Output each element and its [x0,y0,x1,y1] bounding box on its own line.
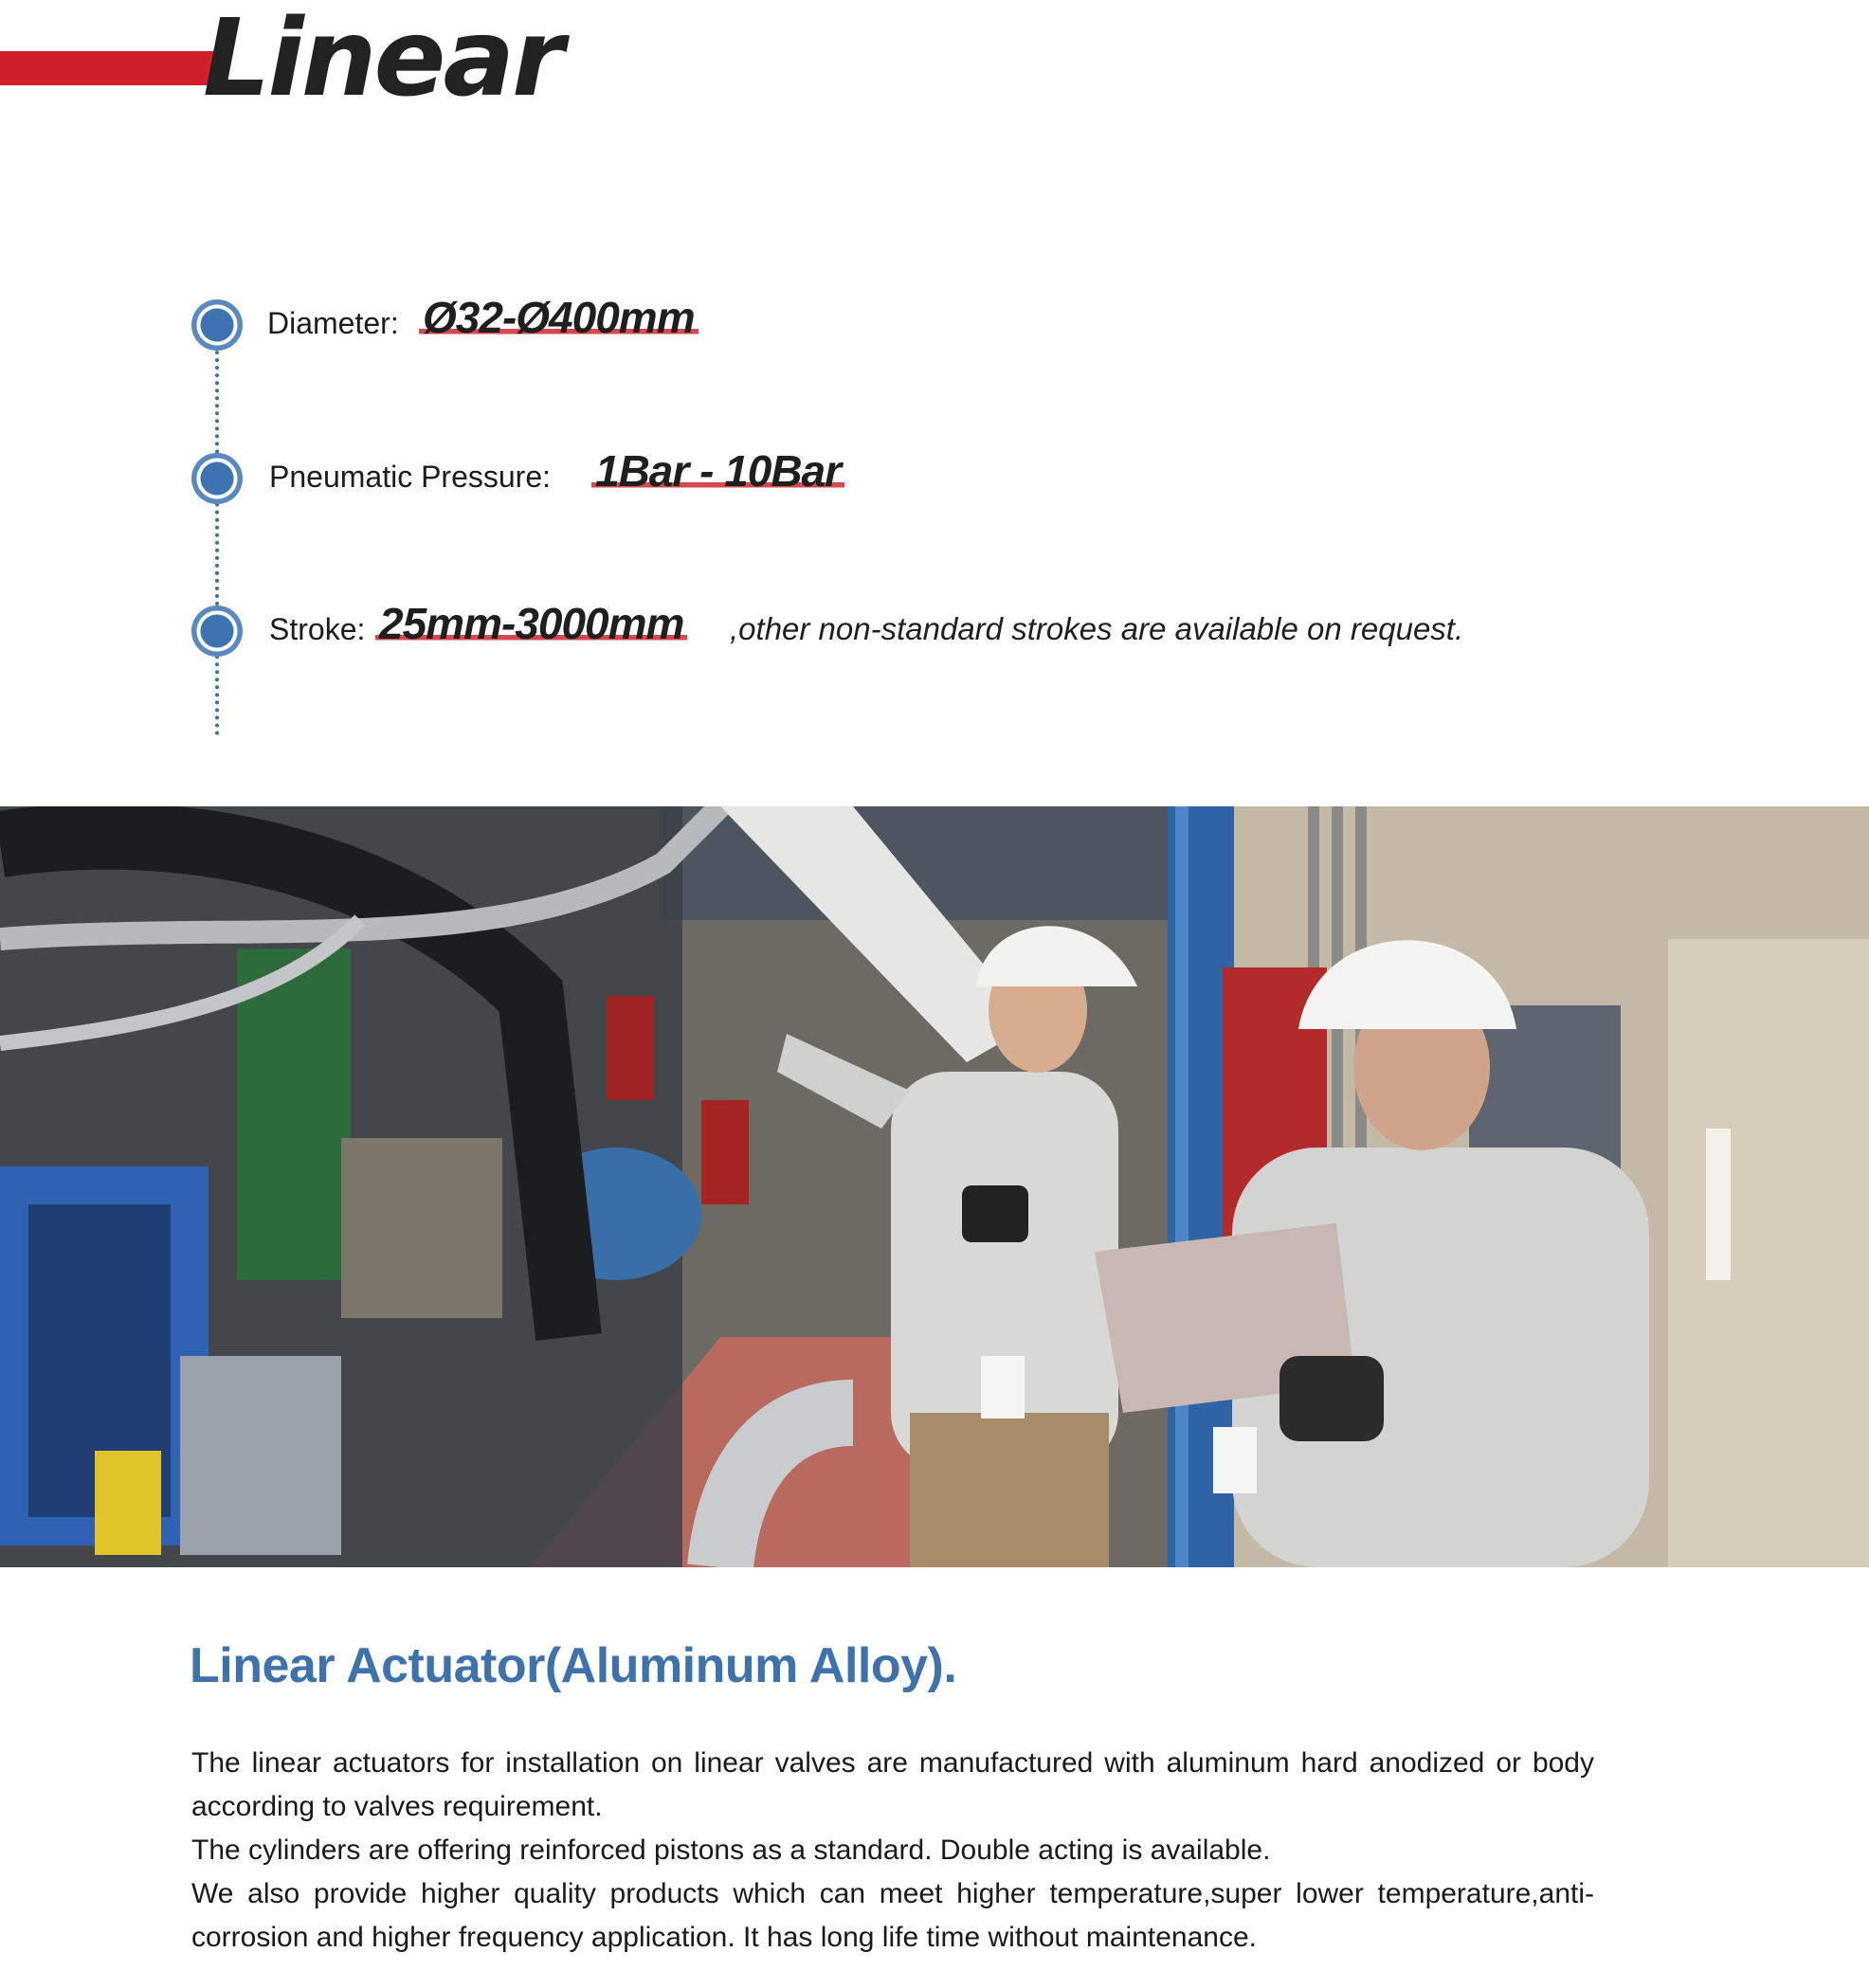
spec-label: Pneumatic Pressure: [269,460,552,494]
spec-label: Diameter: [267,306,399,340]
spec-value: Ø32-Ø400mm [419,292,699,343]
spec-label: Stroke: [269,612,366,646]
description [191,1742,1594,1960]
bullet-circle-icon [191,299,243,351]
description-paragraph: We also provide higher quality products which can meet higher temperature,super lower temperature,anti-corrosion and higher frequency application. It has long life time without maintenance. [191,1878,1594,1953]
spec-diameter [191,293,1708,351]
bullet-circle-icon [191,605,243,657]
spec-value: 1Bar - 10Bar [591,445,844,497]
description-paragraph: The cylinders are offering reinforced pistons as a standard. Double acting is available. [191,1834,1271,1866]
industrial-photo [0,806,1869,1567]
header-accent-bar [0,51,227,85]
description-paragraph: The linear actuators for installation on linear valves are manufactured with aluminum hard anodized or body according to valves requirement. [191,1747,1594,1822]
spec-value: 25mm-3000mm [375,598,687,649]
page-title: Linear [203,0,562,120]
spec-pressure [191,446,1708,504]
timeline-dotted-line [215,328,219,735]
spec-timeline [191,293,1708,745]
bullet-circle-icon [191,453,243,504]
industrial-photo-icon [0,806,1869,1567]
section-title: Linear Actuator(Aluminum Alloy). [190,1638,957,1693]
spec-stroke [191,599,1708,657]
spec-note: ,other non-standard strokes are available on request. [730,611,1464,646]
